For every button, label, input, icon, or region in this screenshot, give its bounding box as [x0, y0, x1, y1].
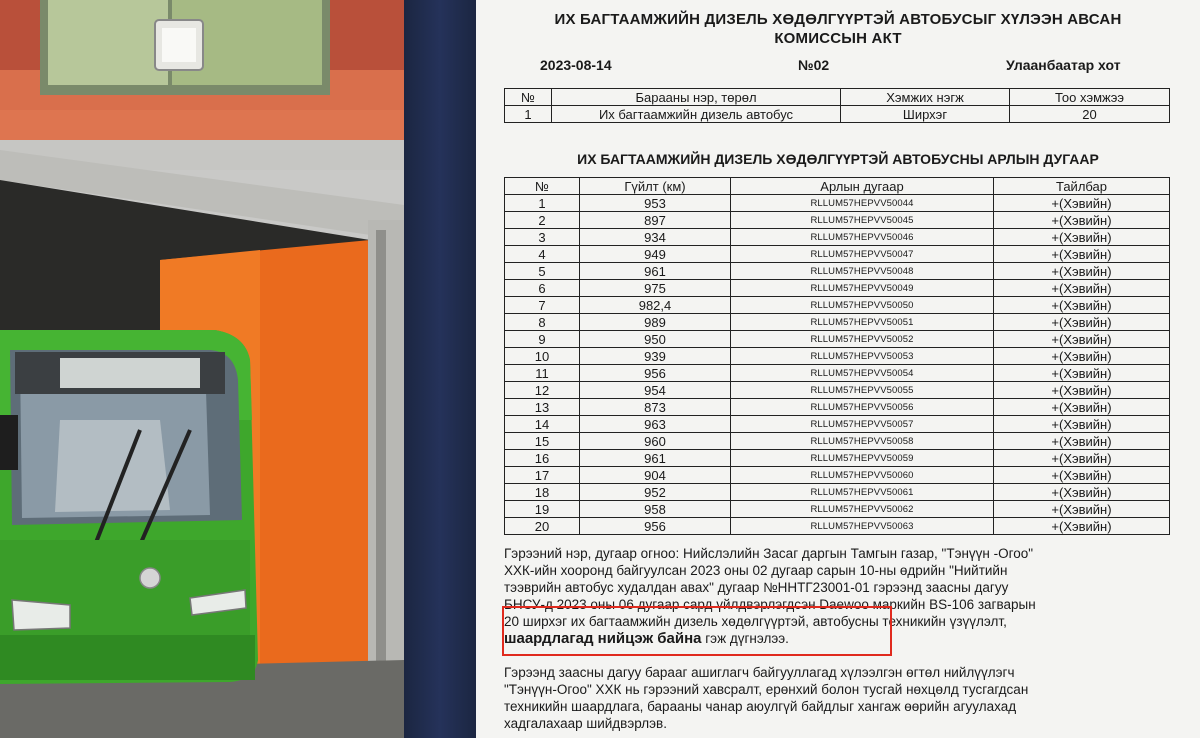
vin-cell-mileage: 949 — [580, 246, 731, 263]
vin-cell-mileage: 939 — [580, 348, 731, 365]
vin-cell-mileage: 989 — [580, 314, 731, 331]
decision-lines — [504, 664, 1184, 732]
goods-header-unit: Хэмжих нэгж — [841, 89, 1010, 106]
highlight-box — [502, 606, 892, 656]
vin-cell-no: 16 — [505, 450, 580, 467]
vin-table-row — [505, 467, 1170, 484]
goods-cell-name: Их багтаамжийн дизель автобус — [552, 106, 841, 123]
vin-cell-no: 6 — [505, 280, 580, 297]
vin-cell-note: +(Хэвийн) — [994, 433, 1170, 450]
goods-table-header — [505, 89, 1170, 106]
vin-cell-vin: RLLUM57HEPVV50048 — [731, 263, 994, 280]
vin-cell-vin: RLLUM57HEPVV50050 — [731, 297, 994, 314]
goods-header-no: № — [505, 89, 552, 106]
vin-cell-no: 5 — [505, 263, 580, 280]
vin-cell-no: 18 — [505, 484, 580, 501]
vin-table-row — [505, 382, 1170, 399]
decision-paragraph — [504, 664, 1184, 732]
vin-cell-vin: RLLUM57HEPVV50061 — [731, 484, 994, 501]
vin-table-row — [505, 212, 1170, 229]
vin-cell-note: +(Хэвийн) — [994, 518, 1170, 535]
vin-table-row — [505, 416, 1170, 433]
vin-cell-vin: RLLUM57HEPVV50046 — [731, 229, 994, 246]
vin-table-row — [505, 348, 1170, 365]
vin-table-row — [505, 314, 1170, 331]
vin-cell-mileage: 961 — [580, 450, 731, 467]
vin-cell-note: +(Хэвийн) — [994, 416, 1170, 433]
vin-cell-vin: RLLUM57HEPVV50051 — [731, 314, 994, 331]
vin-cell-vin: RLLUM57HEPVV50054 — [731, 365, 994, 382]
vin-table-row — [505, 229, 1170, 246]
document-date: 2023-08-14 — [540, 57, 612, 73]
vin-cell-mileage: 956 — [580, 518, 731, 535]
vin-cell-no: 14 — [505, 416, 580, 433]
vin-cell-note: +(Хэвийн) — [994, 195, 1170, 212]
vin-cell-mileage: 982,4 — [580, 297, 731, 314]
document-title — [476, 10, 1200, 48]
vin-table-row — [505, 246, 1170, 263]
vin-cell-note: +(Хэвийн) — [994, 399, 1170, 416]
vin-cell-mileage: 961 — [580, 263, 731, 280]
vin-table-row — [505, 484, 1170, 501]
vin-cell-note: +(Хэвийн) — [994, 331, 1170, 348]
vin-cell-no: 2 — [505, 212, 580, 229]
vin-cell-vin: RLLUM57HEPVV50059 — [731, 450, 994, 467]
divider — [404, 0, 476, 738]
conclusion-highlight-text: шаардлагад нийцэж байна — [504, 630, 702, 647]
vin-cell-no: 9 — [505, 331, 580, 348]
vin-cell-no: 13 — [505, 399, 580, 416]
vin-header-no: № — [505, 178, 580, 195]
vin-cell-no: 1 — [505, 195, 580, 212]
vin-header-mileage: Гүйлт (км) — [580, 178, 731, 195]
vin-table-title: ИХ БАГТААМЖИЙН ДИЗЕЛЬ ХӨДӨЛГҮҮРТЭЙ АВТОБУСНЫ АРЛЫН ДУГААР — [577, 151, 1099, 167]
vin-cell-vin: RLLUM57HEPVV50044 — [731, 195, 994, 212]
vin-cell-mileage: 950 — [580, 331, 731, 348]
bus-photo-illustration — [0, 0, 404, 738]
vin-cell-mileage: 934 — [580, 229, 731, 246]
vin-cell-vin: RLLUM57HEPVV50049 — [731, 280, 994, 297]
goods-cell-no: 1 — [505, 106, 552, 123]
vin-table-header — [505, 178, 1170, 195]
vin-table-body — [505, 195, 1170, 535]
vin-cell-note: +(Хэвийн) — [994, 314, 1170, 331]
vin-table-row — [505, 263, 1170, 280]
vin-cell-note: +(Хэвийн) — [994, 212, 1170, 229]
vin-cell-vin: RLLUM57HEPVV50045 — [731, 212, 994, 229]
document-title-line1: ИХ БАГТААМЖИЙН ДИЗЕЛЬ ХӨДӨЛГҮҮРТЭЙ АВТОБУСЫГ ХҮЛЭЭН АВСАН — [554, 11, 1122, 28]
vin-cell-no: 8 — [505, 314, 580, 331]
vin-table-row — [505, 195, 1170, 212]
vin-cell-no: 15 — [505, 433, 580, 450]
conclusion-tail-text: гэж дүгнэлээ. — [701, 631, 789, 646]
commission-act-document — [476, 0, 1200, 738]
decision-line: техникийн шаардлага, барааны чанар аюулгүй байдлыг хангаж өөрийн агуулахад — [504, 699, 1017, 714]
vin-cell-mileage: 873 — [580, 399, 731, 416]
vin-cell-no: 19 — [505, 501, 580, 518]
vin-cell-mileage: 952 — [580, 484, 731, 501]
goods-cell-unit: Ширхэг — [841, 106, 1010, 123]
vin-table-row — [505, 331, 1170, 348]
vin-table-row — [505, 297, 1170, 314]
vin-cell-note: +(Хэвийн) — [994, 365, 1170, 382]
vin-table-row — [505, 518, 1170, 535]
goods-cell-qty: 20 — [1010, 106, 1170, 123]
vin-table-row — [505, 501, 1170, 518]
vin-cell-vin: RLLUM57HEPVV50056 — [731, 399, 994, 416]
document-number: №02 — [798, 57, 830, 73]
vin-cell-vin: RLLUM57HEPVV50058 — [731, 433, 994, 450]
vin-cell-mileage: 956 — [580, 365, 731, 382]
vin-cell-note: +(Хэвийн) — [994, 450, 1170, 467]
vin-cell-note: +(Хэвийн) — [994, 348, 1170, 365]
vin-cell-mileage: 975 — [580, 280, 731, 297]
vin-cell-mileage: 953 — [580, 195, 731, 212]
goods-header-qty: Тоо хэмжээ — [1010, 89, 1170, 106]
vin-cell-no: 3 — [505, 229, 580, 246]
vin-cell-no: 20 — [505, 518, 580, 535]
vin-cell-no: 4 — [505, 246, 580, 263]
vin-table-row — [505, 399, 1170, 416]
vin-table — [504, 177, 1170, 535]
vin-cell-note: +(Хэвийн) — [994, 484, 1170, 501]
conclusion-line: 20 ширхэг их багтаамжийн дизель хөдөлгүүртэй, автобусны техникийн үзүүлэлт, — [504, 614, 1007, 629]
vin-cell-mileage: 958 — [580, 501, 731, 518]
vin-header-vin: Арлын дугаар — [731, 178, 994, 195]
vin-cell-no: 11 — [505, 365, 580, 382]
goods-table-row — [505, 106, 1170, 123]
document-title-line2: КОМИССЫН АКТ — [774, 30, 902, 47]
vin-cell-note: +(Хэвийн) — [994, 501, 1170, 518]
decision-line: Гэрээнд заасны дагуу барааг ашиглагч байгууллагад хүлээлгэн өгтөл нийлүүлэгч — [504, 665, 1015, 680]
vin-cell-mileage: 963 — [580, 416, 731, 433]
bus-photo — [0, 0, 404, 738]
conclusion-line: Гэрээний нэр, дугаар огноо: Нийслэлийн Засаг даргын Тамгын газар, "Тэнүүн -Огоо" — [504, 546, 1034, 561]
vin-cell-vin: RLLUM57HEPVV50063 — [731, 518, 994, 535]
document-city: Улаанбаатар хот — [1006, 57, 1121, 73]
vin-cell-note: +(Хэвийн) — [994, 229, 1170, 246]
vin-cell-note: +(Хэвийн) — [994, 263, 1170, 280]
vin-table-row — [505, 365, 1170, 382]
vin-cell-mileage: 897 — [580, 212, 731, 229]
vin-cell-note: +(Хэвийн) — [994, 297, 1170, 314]
vin-header-note: Тайлбар — [994, 178, 1170, 195]
vin-cell-vin: RLLUM57HEPVV50062 — [731, 501, 994, 518]
vin-cell-vin: RLLUM57HEPVV50055 — [731, 382, 994, 399]
vin-table-row — [505, 280, 1170, 297]
vin-cell-mileage: 904 — [580, 467, 731, 484]
vin-table-row — [505, 450, 1170, 467]
vin-cell-no: 12 — [505, 382, 580, 399]
vin-cell-note: +(Хэвийн) — [994, 280, 1170, 297]
goods-header-name: Барааны нэр, төрөл — [552, 89, 841, 106]
conclusion-line: БНСУ-д 2023 оны 06 дугаар сард үйлдвэрлэгдсэн Daewoo маркийн BS-106 загварын — [504, 597, 1036, 612]
vin-cell-mileage: 954 — [580, 382, 731, 399]
vin-cell-vin: RLLUM57HEPVV50047 — [731, 246, 994, 263]
decision-line: хадгалахаар шийдвэрлэв. — [504, 716, 667, 731]
vin-cell-vin: RLLUM57HEPVV50057 — [731, 416, 994, 433]
vin-cell-no: 10 — [505, 348, 580, 365]
vin-cell-no: 17 — [505, 467, 580, 484]
decision-line: "Тэнүүн-Огоо" ХХК нь гэрээний хавсралт, ерөнхий болон тусгай нөхцөлд тусгагдсан — [504, 682, 1029, 697]
vin-cell-no: 7 — [505, 297, 580, 314]
vin-cell-note: +(Хэвийн) — [994, 246, 1170, 263]
goods-table — [504, 88, 1170, 123]
vin-cell-vin: RLLUM57HEPVV50052 — [731, 331, 994, 348]
vin-cell-mileage: 960 — [580, 433, 731, 450]
vin-cell-note: +(Хэвийн) — [994, 467, 1170, 484]
conclusion-line: тээврийн автобус худалдан авах" дугаар №ННТГ23001-01 гэрээнд заасны дагуу — [504, 580, 1009, 595]
conclusion-line: ХХК-ийн хооронд байгуулсан 2023 оны 02 дугаар сарын 10-ны өдрийн "Нийтийн — [504, 563, 1008, 578]
vin-cell-vin: RLLUM57HEPVV50053 — [731, 348, 994, 365]
vin-cell-note: +(Хэвийн) — [994, 382, 1170, 399]
vin-cell-vin: RLLUM57HEPVV50060 — [731, 467, 994, 484]
vin-table-row — [505, 433, 1170, 450]
